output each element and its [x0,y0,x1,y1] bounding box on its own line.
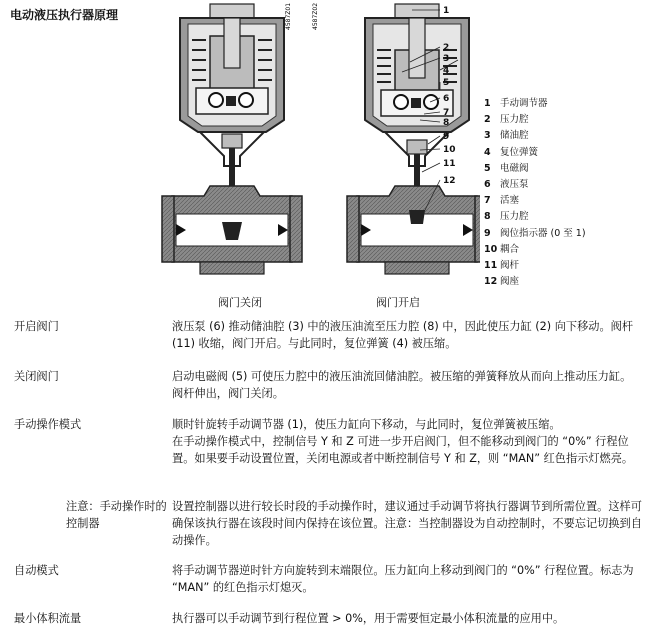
actuator-closed [162,3,302,274]
section-heading: 关闭阀门 [14,370,59,383]
legend-num: 12 [484,276,498,288]
section-heading: 手动操作模式 [14,418,82,431]
section-body [172,416,642,467]
legend-label: 液压泵 [500,179,529,191]
legend-item [484,193,634,209]
legend-item [484,226,634,242]
legend-label: 活塞 [500,195,520,207]
section-close-valve [14,368,634,408]
section-heading: 开启阀门 [14,320,59,333]
legend-num: 9 [484,227,491,239]
legend-num: 4 [484,146,491,158]
legend-item [484,209,634,225]
section-manual-mode [14,416,634,496]
callout-12: 12 [443,176,456,186]
legend-label: 阀座 [500,276,520,288]
callout-6: 6 [443,94,450,104]
note-heading: 注意：手动操作时的控制器 [66,500,167,530]
section-min-flow [14,610,634,630]
callout-8: 8 [443,118,450,128]
legend-num: 11 [484,260,498,272]
legend-item [484,274,634,290]
actuator-open [312,3,480,274]
callout-3: 3 [443,54,450,64]
callout-4: 4 [443,66,450,76]
legend-num: 8 [484,211,491,223]
legend-item [484,128,634,144]
callout-10: 10 [443,145,456,155]
legend-label: 电磁阀 [500,162,529,174]
legend-label: 压力腔 [500,114,529,126]
legend-label: 阀位指示器 (0 至 1) [500,227,586,239]
section-body: 液压泵 (6) 推动储油腔 (3) 中的液压油流至压力腔 (8) 中，因此使压力缸 (2) 向下移动。阀杆 (11) 收缩，阀门开启。与此同时，复位弹簧 (4) 被压缩。 [172,320,634,350]
caption-valve-open: 阀门开启 [376,296,420,309]
legend-label: 复位弹簧 [500,146,539,158]
section-heading: 自动模式 [14,564,59,577]
legend-item [484,145,634,161]
section-body: 将手动调节器逆时针方向旋转到末端限位。压力缸向上移动到阀门的 “0%” 行程位置。标志为 “MAN” 的红色指示灯熄灭。 [172,564,634,594]
legend-num: 10 [484,243,498,255]
legend-num: 6 [484,179,491,191]
legend-item [484,96,634,112]
legend-num: 7 [484,195,491,207]
section-auto-mode [14,562,634,598]
callout-2: 2 [443,43,450,53]
caption-valve-closed: 阀门关闭 [218,296,262,309]
callout-7: 7 [443,108,450,118]
legend-num: 1 [484,98,491,109]
section-heading: 最小体积流量 [14,612,82,625]
legend-num: 3 [484,130,491,142]
page-title: 电动液压执行器原理 [10,8,119,22]
section-body: 执行器可以手动调节到行程位置 > 0%，用于需要恒定最小体积流量的应用中。 [172,612,565,625]
callout-1: 1 [443,6,450,16]
legend-label: 耦合 [500,243,520,255]
legend-label: 阀杆 [500,260,520,272]
section-body: 启动电磁阀 (5) 可使压力腔中的液压油流回储油腔。被压缩的弹簧释放从而向上推动压力缸。阀杆伸出，阀门关闭。 [172,370,632,400]
figure-code-right: 4587Z02 [312,2,319,30]
legend [484,96,634,290]
actuator-diagram [140,0,480,300]
legend-item [484,242,634,258]
legend-item [484,177,634,193]
section-open-valve [14,318,634,358]
callout-9: 9 [443,132,450,142]
callout-5: 5 [443,78,450,88]
callout-11: 11 [443,159,456,169]
section-paragraph: 顺时针旋转手动调节器 (1)，使压力缸向下移动，与此同时，复位弹簧被压缩。 [172,418,561,431]
legend-label: 压力腔 [500,211,529,223]
legend-item [484,112,634,128]
figure-code-left: 4587Z01 [285,2,292,30]
section-paragraph: 在手动操作模式中，控制信号 Y 和 Z 可进一步开启阀门，但不能移动到阀门的 “0%” 行程位置。如果要手动设置位置，关闭电源或者中断控制信号 Y 和 Z，则 “MAN” 红色指示灯燃亮。 [172,435,634,465]
legend-item [484,258,634,274]
legend-num: 5 [484,162,491,174]
legend-label: 手动调节器 [500,98,548,109]
section-body: 设置控制器以进行较长时段的手动操作时，建议通过手动调节将执行器调节到所需位置。这样可确保该执行器在该段时间内保持在该位置。注意：当控制器设为自动控制时，不要忘记切换到自动操作。 [172,500,642,547]
legend-num: 2 [484,114,491,126]
legend-item [484,161,634,177]
section-note [14,498,642,550]
legend-label: 储油腔 [500,130,529,142]
